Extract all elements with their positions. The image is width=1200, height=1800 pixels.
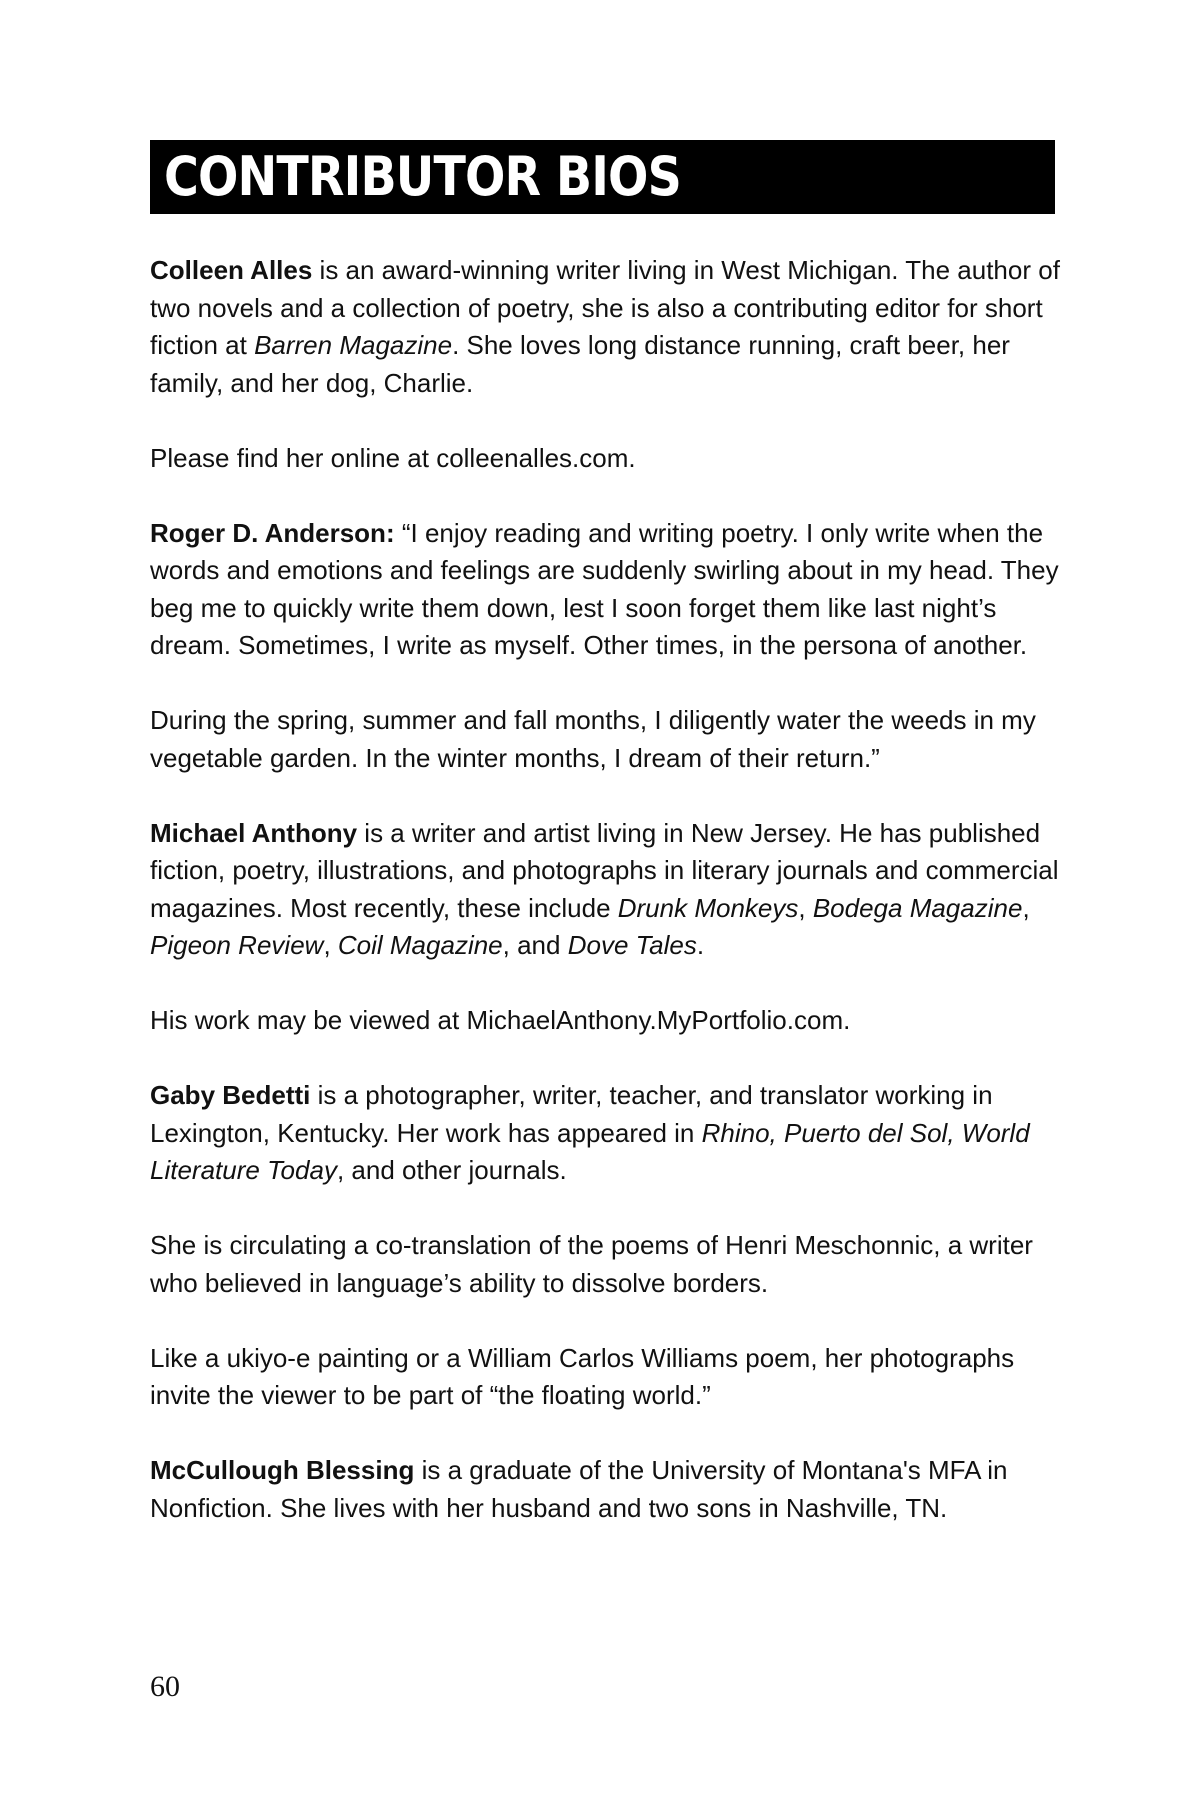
bio-alles-name: Colleen Alles xyxy=(150,255,313,285)
bio-bedetti-paragraph-3: Like a ukiyo-e painting or a William Carlos Williams poem, her photographs invite the viewer to be part of “the floating world.” xyxy=(150,1342,1015,1410)
bio-anthony-sep-4: , and xyxy=(502,930,568,960)
bio-anthony-pub-2: Bodega Magazine xyxy=(812,892,1023,923)
bio-anthony-end: . xyxy=(696,930,705,960)
bio-bedetti-paragraph xyxy=(150,1077,1060,1190)
bio-alles-text: is an award-winning writer living in West Michigan. The author of two novels and a collection of poetry, she is also a contributing editor for short fiction at xyxy=(150,255,1060,360)
bio-bedetti-text: is a photographer, writer, teacher, and translator working in Lexington, Kentucky. Her work has appeared in xyxy=(150,1080,993,1148)
bio-alles-paragraph xyxy=(150,252,1060,402)
bio-alles-website: Please find her online at colleenalles.com. xyxy=(150,442,636,473)
bios-body xyxy=(150,252,1060,1565)
bio-anderson-name: Roger D. Anderson: xyxy=(150,517,395,548)
bio-blessing-paragraph xyxy=(150,1452,1060,1527)
bio-anthony-pub-4: Coil Magazine xyxy=(337,930,503,960)
bio-bedetti-text-end: , and other journals. xyxy=(336,1155,567,1185)
bio-bedetti-name: Gaby Bedetti xyxy=(150,1080,311,1110)
bio-anderson-paragraph xyxy=(150,515,1060,665)
bio-alles-publication: Barren Magazine xyxy=(254,330,453,360)
bio-anthony-website: His work may be viewed at MichaelAnthony.MyPortfolio.com. xyxy=(150,1005,851,1035)
bio-anthony-pub-3: Pigeon Review xyxy=(150,930,324,960)
bio-anthony-pub-1: Drunk Monkeys xyxy=(617,892,799,923)
bio-anthony-name: Michael Anthony xyxy=(150,817,358,848)
bio-blessing-text: is a graduate of the University of Montana's MFA in Nonfiction. She lives with her husband and two sons in Nashville, TN. xyxy=(150,1455,1008,1523)
bio-bedetti-publications: Rhino, Puerto del Sol, World Literature Today xyxy=(150,1117,1030,1185)
bio-anthony-sep-2: , xyxy=(1022,892,1030,923)
bio-anderson-text: “I enjoy reading and writing poetry. I only write when the words and emotions and feelings are suddenly swirling about in my head. They beg me to quickly write them down, lest I soon forget them like last night’s dream. Sometimes, I write as myself. Other times, in the persona of another. xyxy=(150,517,1059,660)
bio-anthony-paragraph xyxy=(150,815,1060,965)
section-heading-bar xyxy=(150,140,1055,214)
bio-anthony-sep-1: , xyxy=(798,892,813,923)
bio-alles-text-end: . She loves long distance running, craft beer, her family, and her dog, Charlie. xyxy=(150,330,1010,398)
bio-anthony-text: is a writer and artist living in New Jersey. He has published fiction, poetry, illustrations, and photographs in literary journals and commercial magazines. Most recently, these include xyxy=(150,817,1059,923)
bio-anderson-paragraph-2: During the spring, summer and fall months, I diligently water the weeds in my vegetable garden. In the winter months, I dream of their return.” xyxy=(150,705,1036,773)
section-heading: CONTRIBUTOR BIOS xyxy=(164,145,681,208)
bio-blessing-name: McCullough Blessing xyxy=(150,1455,415,1485)
bio-anthony-pub-5: Dove Tales xyxy=(567,930,697,960)
page-number: 60 xyxy=(150,1670,180,1703)
bio-anthony-sep-3: , xyxy=(323,930,338,960)
bio-bedetti-paragraph-2: She is circulating a co-translation of the poems of Henri Meschonnic, a writer who believed in language’s ability to dissolve borders. xyxy=(150,1230,1033,1298)
